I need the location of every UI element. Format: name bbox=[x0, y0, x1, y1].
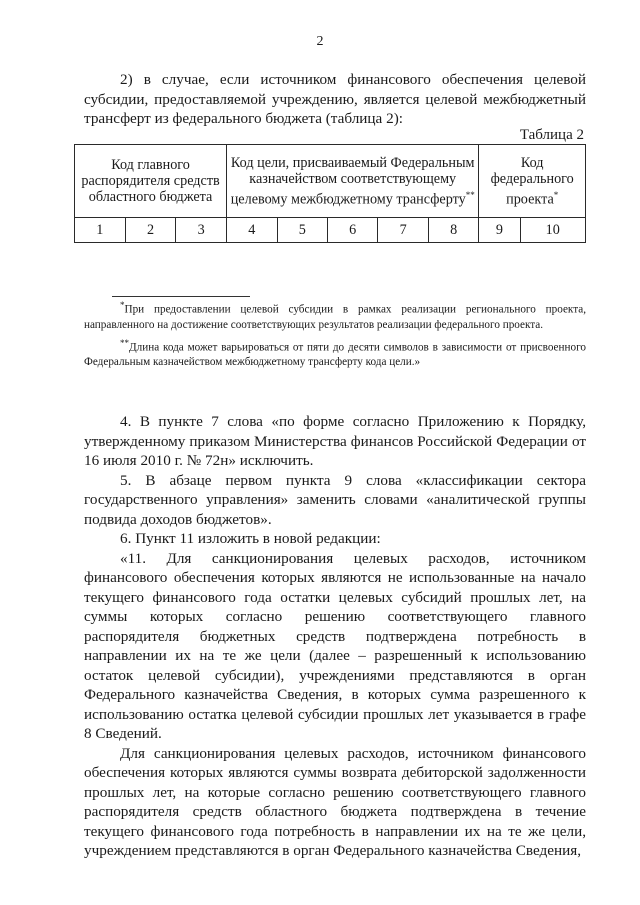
table-number-row bbox=[75, 218, 586, 243]
intro-paragraph bbox=[84, 70, 586, 129]
table-header-row bbox=[75, 145, 586, 218]
column-number: 8 bbox=[428, 218, 478, 243]
column-number: 5 bbox=[277, 218, 327, 243]
footnote-mark-2: ** bbox=[465, 189, 475, 200]
footnote-1: *При предоставлении целевой субсидии в рамках реализации регионального проекта, направленного на достижение соответствующих результатов реализации федерального проекта. bbox=[84, 300, 586, 331]
footnote-2: **Длина кода может варьироваться от пяти до десяти символов в зависимости от присвоенного Федеральным казначейством межбюджетному трансферту кода цели.» bbox=[84, 337, 586, 369]
header-federal-project: Код федерального проекта* bbox=[479, 145, 586, 218]
item-4: 4. В пункте 7 слова «по форме согласно Приложению к Порядку, утвержденному приказом Министерства финансов Российской Федерации от 16 июля 2010 г. № 72н» исключить. bbox=[84, 413, 586, 469]
column-number: 2 bbox=[125, 218, 176, 243]
footnote-mark-1: * bbox=[553, 189, 559, 200]
column-number: 4 bbox=[227, 218, 277, 243]
body-text bbox=[84, 412, 586, 861]
page-number: 2 bbox=[316, 34, 324, 49]
column-number: 7 bbox=[378, 218, 428, 243]
column-number: 9 bbox=[479, 218, 520, 243]
item-11-text: «11. Для санкционирования целевых расходов, источником финансового обеспечения которых являются не использованные на начало текущего финансового года остатки целевых субсидий прошлых лет, на суммы которых согласно решению соответствующего главного распорядителя бюджетных средств подтверждена потребность в направлении их на те же цели (далее – разрешенный к использованию остаток целевой субсидии), учреждениями представляются в орган Федерального казначейства Сведения, в которых сумма разрешенного к использованию остатка целевой субсидии прошлых лет указывается в графе 8 Сведений. bbox=[84, 549, 586, 742]
column-number: 10 bbox=[520, 218, 585, 243]
table-caption: Таблица 2 bbox=[519, 127, 584, 143]
header-target-code: Код цели, присваиваемый Федеральным казначейством соответствующему целевому межбюджетному трансферту** bbox=[227, 145, 479, 218]
codes-table bbox=[74, 144, 586, 243]
item-5: 5. В абзаце первом пункта 9 слова «классификации сектора государственного управления» заменить словами «аналитической группы подвида доходов бюджетов». bbox=[84, 471, 586, 528]
footnotes bbox=[84, 298, 586, 370]
item-11-continued: Для санкционирования целевых расходов, источником финансового обеспечения которых являются суммы возврата дебиторской задолженности прошлых лет, на которые согласно решению соответствующего главного распорядителя средств областного бюджета подтверждена в течение текущего финансового года потребность в направлении их на те же цели, учреждением представляются в орган Федерального казначейства Сведения, bbox=[84, 744, 586, 859]
column-number: 3 bbox=[176, 218, 227, 243]
header-main-distributor: Код главного распорядителя средств областного бюджета bbox=[75, 145, 227, 218]
intro-text: 2) в случае, если источником финансового обеспечения целевой субсидии, предоставляемой учреждению, является целевой межбюджетный трансферт из федерального бюджета (таблица 2): bbox=[84, 71, 586, 127]
column-number: 1 bbox=[75, 218, 126, 243]
footnote-divider bbox=[112, 296, 250, 297]
column-number: 6 bbox=[327, 218, 377, 243]
item-6: 6. Пункт 11 изложить в новой редакции: bbox=[120, 530, 381, 547]
